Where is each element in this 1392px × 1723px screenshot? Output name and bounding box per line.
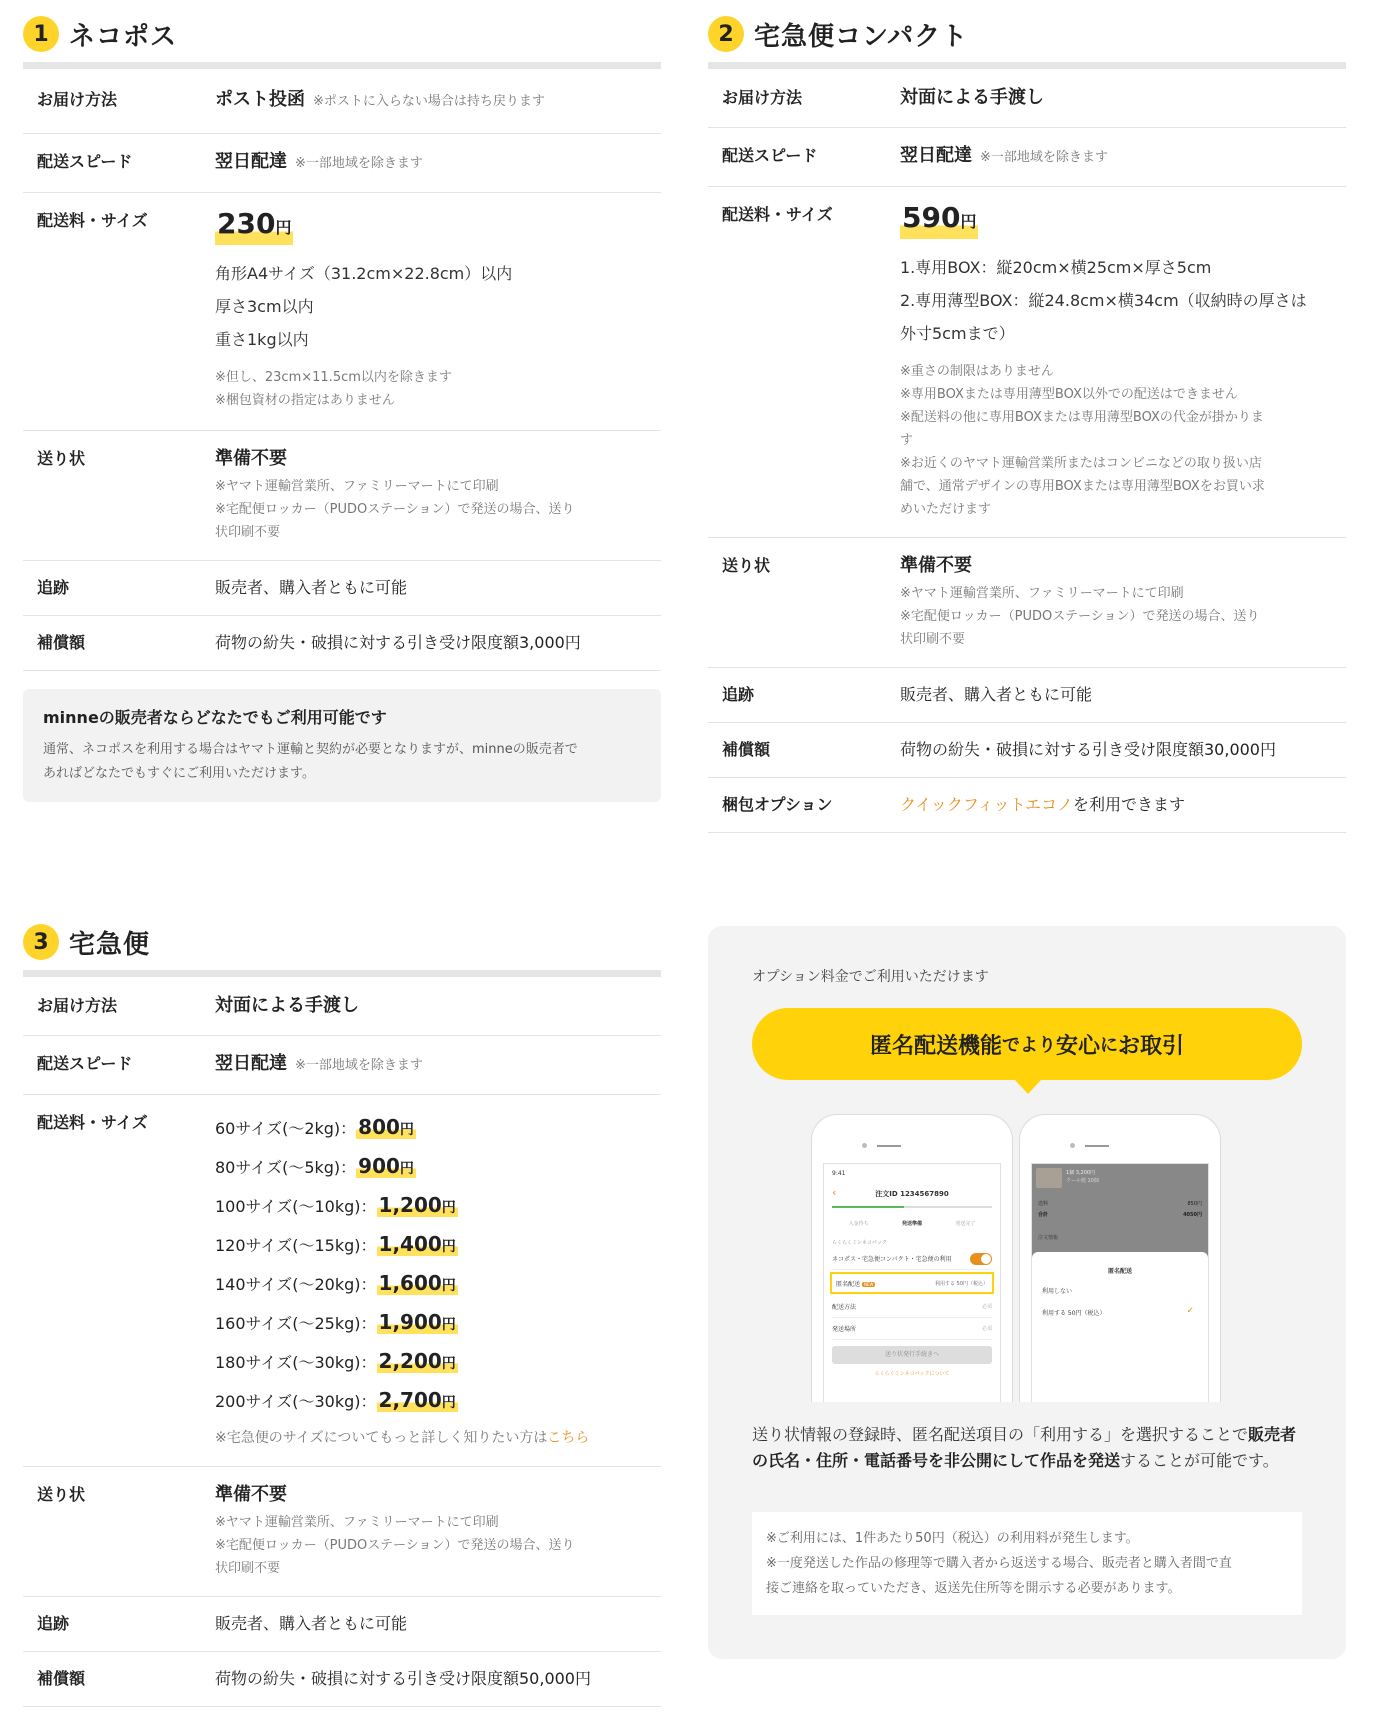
- row-value: [215, 994, 661, 1018]
- size-row: [215, 1304, 651, 1343]
- method-row[interactable]: [832, 1296, 992, 1318]
- row-label: 補償額: [37, 633, 86, 652]
- bubble-tail: [1015, 1080, 1041, 1094]
- anon-label-wrap: [832, 1279, 875, 1288]
- size-more-note: [215, 1427, 651, 1450]
- progress-steps: [832, 1220, 992, 1227]
- toggle-switch[interactable]: [970, 1253, 992, 1265]
- desc-bold: 販売者の氏名・住所・電話番号を非公開にして作品を発送: [752, 1425, 1297, 1470]
- step: 入金待ち: [848, 1221, 869, 1227]
- section-nekopos: [23, 12, 661, 802]
- size-price: [377, 1232, 458, 1256]
- row-label: お届け方法: [37, 90, 118, 109]
- note: ※重さの制限はありません: [900, 364, 1054, 379]
- note: す: [900, 433, 914, 448]
- place-row[interactable]: [832, 1318, 992, 1340]
- new-badge: NEW: [863, 1281, 874, 1287]
- row-speed: [23, 1036, 661, 1095]
- size-price-list: [215, 1109, 661, 1450]
- row-value: [215, 447, 661, 544]
- size-line: 2.専用薄型BOX：縦24.8cm×横34cm（収納時の厚さは: [900, 291, 1307, 310]
- row-method: [23, 69, 661, 134]
- nekopack-link[interactable]: らくらくミンネコパックについて: [874, 1371, 950, 1377]
- size-price-amount: 900: [358, 1154, 400, 1178]
- bottom-sheet: [1032, 1252, 1208, 1402]
- size-line: 1.専用BOX：縦20cm×横25cm×厚さ5cm: [900, 258, 1212, 277]
- slip-notes: [215, 475, 651, 544]
- note: めいただけます: [900, 502, 992, 517]
- total-row: [1038, 1211, 1202, 1218]
- headline-part: 匿名配送機能: [869, 1033, 1002, 1059]
- step: 発送準備: [901, 1221, 922, 1227]
- anonymous-delivery-box: [708, 926, 1346, 1659]
- order-id: 注文ID 1234567890: [875, 1190, 949, 1198]
- row-value: [215, 1483, 661, 1580]
- note: 状印刷不要: [215, 525, 281, 540]
- size-row: [215, 1148, 651, 1187]
- price-unit: 円: [399, 1161, 414, 1177]
- progress-track: [832, 1206, 992, 1208]
- price-amount: 230: [217, 207, 276, 240]
- slip-value: 準備不要: [900, 555, 972, 576]
- size-price-amount: 2,700: [378, 1388, 442, 1412]
- size-notes: [215, 366, 651, 412]
- place-value: 必須: [981, 1326, 992, 1332]
- item-price: 1個 3,200円: [1066, 1170, 1096, 1176]
- size-detail-link[interactable]: こちら: [547, 1430, 590, 1446]
- section-number: 2: [708, 16, 744, 52]
- size-price-amount: 1,200: [378, 1193, 442, 1217]
- row-fee: [23, 1095, 661, 1467]
- size-row: [215, 1187, 651, 1226]
- section-header: [708, 12, 1346, 56]
- divider: [23, 62, 661, 69]
- item-thumbnail: [1036, 1168, 1062, 1188]
- size-label: 80サイズ(〜5kg)：: [215, 1158, 357, 1177]
- row-value: [900, 144, 1346, 170]
- slip-issue-button[interactable]: 送り状発行手続きへ: [832, 1346, 992, 1364]
- row-label: 配送スピード: [37, 152, 133, 171]
- price-unit: 円: [441, 1239, 456, 1255]
- phone-speaker: [862, 1135, 962, 1141]
- toggle-row: [832, 1248, 992, 1270]
- section-header: [23, 12, 661, 56]
- toggle-label: ネコポス・宅急便コンパクト・宅急便の利用: [832, 1256, 952, 1263]
- size-row: [215, 1382, 651, 1421]
- anonymous-headline: [752, 1008, 1302, 1080]
- fine-print: [752, 1512, 1302, 1615]
- size-label: 60サイズ(〜2kg)：: [215, 1119, 357, 1138]
- row-label: 追跡: [37, 1614, 70, 1633]
- note: 舗で、通常デザインの専用BOXまたは専用薄型BOXをお買い求: [900, 479, 1265, 494]
- row-label: 追跡: [37, 578, 70, 597]
- size-lines: [900, 251, 1336, 350]
- price: [215, 207, 293, 245]
- section-label: らくらくミンネコパック: [832, 1240, 887, 1246]
- fine-line: ※ご利用には、1件あたり50円（税込）の利用料が発生します。: [766, 1531, 1139, 1546]
- row-label: 送り状: [37, 449, 86, 468]
- price-unit: 円: [441, 1356, 456, 1372]
- row-value: [215, 150, 661, 176]
- ship-row: [1038, 1200, 1202, 1207]
- row-value: [900, 201, 1346, 521]
- price-unit: 円: [441, 1395, 456, 1411]
- item-sub: クール便 10個: [1066, 1178, 1099, 1184]
- row-value: 荷物の紛失・破損に対する引き受け限度額50,000円: [215, 1669, 591, 1688]
- ship-value: 850円: [1187, 1201, 1202, 1207]
- row-value: [215, 1052, 661, 1078]
- row-compensation: [23, 1652, 661, 1707]
- note: ※宅配便ロッカー（PUDOステーション）で発送の場合、送り: [215, 502, 575, 517]
- row-label: 送り状: [722, 556, 771, 575]
- progress-fill: [832, 1206, 904, 1208]
- divider: [708, 62, 1346, 69]
- method-note: ※ポストに入らない場合は持ち戻ります: [313, 94, 545, 109]
- size-row: [215, 1109, 651, 1148]
- row-label: 配送スピード: [37, 1054, 133, 1073]
- size-price: [377, 1193, 458, 1217]
- size-price: [356, 1115, 416, 1139]
- size-price-amount: 2,200: [378, 1349, 442, 1373]
- row-label: 配送料・サイズ: [37, 211, 148, 230]
- size-price: [377, 1310, 458, 1334]
- method-value: 対面による手渡し: [215, 995, 359, 1016]
- size-price-amount: 1,400: [378, 1232, 442, 1256]
- row-value: 販売者、購入者ともに可能: [900, 685, 1093, 704]
- anon-value: 利用する 50円（税込）: [935, 1280, 988, 1287]
- row-tracking: [23, 1597, 661, 1652]
- row-compensation: [23, 616, 661, 671]
- row-value: 販売者、購入者ともに可能: [215, 1614, 408, 1633]
- phone-screen: [823, 1163, 1001, 1402]
- row-label: 配送料・サイズ: [37, 1113, 148, 1132]
- row-label: 送り状: [37, 1485, 86, 1504]
- back-icon: ‹: [832, 1186, 837, 1199]
- size-label: 160サイズ(〜25kg)：: [215, 1314, 377, 1333]
- section-header: [23, 920, 661, 964]
- size-label: 140サイズ(〜20kg)：: [215, 1275, 377, 1294]
- slip-value: 準備不要: [215, 448, 287, 469]
- row-label: 補償額: [37, 1669, 86, 1688]
- size-notes: [215, 1427, 651, 1450]
- row-value: 荷物の紛失・破損に対する引き受け限度額30,000円: [900, 740, 1276, 759]
- section-compact: [708, 12, 1346, 833]
- phone-mockup-order: [811, 1114, 1013, 1402]
- note: ※宅配便ロッカー（PUDOステーション）で発送の場合、送り: [215, 1538, 575, 1553]
- total-value: 4050円: [1183, 1212, 1202, 1218]
- slip-value: 準備不要: [215, 1484, 287, 1505]
- size-price: [377, 1388, 458, 1412]
- size-label: 180サイズ(〜30kg)：: [215, 1353, 377, 1372]
- price-amount: 590: [902, 201, 961, 234]
- row-slip: [23, 431, 661, 561]
- size-line: 重さ1kg以内: [215, 330, 309, 349]
- row-label: 配送料・サイズ: [722, 205, 833, 224]
- row-packing-option: [708, 778, 1346, 833]
- slip-notes: [215, 1511, 651, 1580]
- section-number: 1: [23, 16, 59, 52]
- speed-note: ※一部地域を除きます: [295, 1058, 423, 1073]
- fine-line: 接ご連絡を取っていただき、返送先住所等を開示する必要があります。: [766, 1581, 1181, 1596]
- note: 状印刷不要: [215, 1561, 281, 1576]
- headline-part: でより: [1001, 1035, 1056, 1056]
- desc-text: 送り状情報の登録時、匿名配送項目の「利用する」を選択することで: [752, 1425, 1249, 1444]
- price-unit: 円: [960, 212, 977, 231]
- speed-note: ※一部地域を除きます: [295, 156, 423, 171]
- size-row: [215, 1226, 651, 1265]
- size-line: 外寸5cmまで）: [900, 324, 1015, 343]
- size-label: 120サイズ(〜15kg)：: [215, 1236, 377, 1255]
- method-label: 配送方法: [832, 1304, 857, 1311]
- sheet-title: 匿名配送: [1107, 1268, 1132, 1275]
- row-slip: [708, 538, 1346, 668]
- row-tracking: [708, 668, 1346, 723]
- row-label: 追跡: [722, 685, 755, 704]
- size-line: 角形A4サイズ（31.2cm×22.8cm）以内: [215, 264, 513, 283]
- desc-text: することが可能です。: [1120, 1451, 1279, 1470]
- section-title: ネコポス: [69, 21, 178, 52]
- size-label: 200サイズ(〜30kg)：: [215, 1392, 377, 1411]
- anonymous-description: [752, 1422, 1302, 1474]
- status-time: 9:41: [832, 1170, 846, 1177]
- note: ※専用BOXまたは専用薄型BOX以外での配送はできません: [900, 387, 1238, 402]
- section-number: 3: [23, 924, 59, 960]
- phone-screen: [1031, 1163, 1209, 1402]
- price-unit: 円: [441, 1278, 456, 1294]
- method-value: ポスト投函: [215, 89, 305, 110]
- method-value: 対面による手渡し: [900, 87, 1044, 108]
- headline-part: 安心: [1055, 1033, 1100, 1059]
- note-text: ※宅急便のサイズについてもっと詳しく知りたい方は: [215, 1430, 548, 1446]
- option-text: を利用できます: [1072, 795, 1185, 814]
- info-box: [23, 689, 661, 802]
- row-value: 荷物の紛失・破損に対する引き受け限度額3,000円: [215, 633, 581, 652]
- row-method: [23, 977, 661, 1036]
- info-title: minneの販売者ならどなたでもご利用可能です: [43, 708, 387, 727]
- row-value: [900, 793, 1346, 817]
- option-intro: オプション料金でご利用いただけます: [752, 969, 989, 985]
- size-price: [377, 1349, 458, 1373]
- headline-part: お取引: [1118, 1033, 1185, 1059]
- row-slip: [23, 1467, 661, 1597]
- info-text: [43, 738, 641, 786]
- row-tracking: [23, 561, 661, 616]
- row-value: [900, 554, 1346, 651]
- note: 状印刷不要: [900, 632, 966, 647]
- size-lines: [215, 257, 651, 356]
- row-fee: [23, 193, 661, 431]
- row-value: [900, 86, 1346, 110]
- size-row: [215, 1343, 651, 1382]
- ship-label: 送料: [1038, 1201, 1049, 1207]
- row-method: [708, 69, 1346, 128]
- quickfit-link[interactable]: クイックフィットエコノ: [900, 795, 1073, 814]
- price-unit: 円: [441, 1317, 456, 1333]
- headline-part: に: [1100, 1035, 1118, 1056]
- note: ※宅配便ロッカー（PUDOステーション）で発送の場合、送り: [900, 609, 1260, 624]
- size-label: 100サイズ(〜10kg)：: [215, 1197, 377, 1216]
- row-value: 販売者、購入者ともに可能: [215, 578, 408, 597]
- info-line: あればどなたでもすぐにご利用いただけます。: [43, 766, 315, 781]
- row-label: お届け方法: [37, 996, 118, 1015]
- price: [900, 201, 978, 239]
- speed-value: 翌日配達: [900, 145, 972, 166]
- row-value: [215, 88, 661, 114]
- note: ※ヤマト運輸営業所、ファミリーマートにて印刷: [215, 479, 499, 494]
- note: ※お近くのヤマト運輸営業所またはコンビニなどの取り扱い店: [900, 456, 1262, 471]
- row-label: お届け方法: [722, 88, 803, 107]
- speed-value: 翌日配達: [215, 1053, 287, 1074]
- anon-row[interactable]: [830, 1272, 994, 1294]
- note: ※但し、23cm×11.5cm以内を除きます: [215, 370, 452, 385]
- place-label: 発送場所: [832, 1326, 857, 1333]
- section-title: 宅急便コンパクト: [754, 21, 969, 52]
- size-price-amount: 1,600: [378, 1271, 442, 1295]
- row-compensation: [708, 723, 1346, 778]
- note: ※梱包資材の指定はありません: [215, 393, 395, 408]
- row-label: 梱包オプション: [722, 795, 833, 814]
- option-not-use[interactable]: 利用しない: [1042, 1288, 1073, 1295]
- phone-speaker: [1070, 1135, 1170, 1141]
- section-takkyubin: [23, 920, 661, 1707]
- size-price-amount: 800: [358, 1115, 400, 1139]
- note: ※配送料の他に専用BOXまたは専用薄型BOXの代金が掛かりま: [900, 410, 1264, 425]
- divider: [23, 970, 661, 977]
- note: ※ヤマト運輸営業所、ファミリーマートにて印刷: [215, 1515, 499, 1530]
- check-icon: ✓: [1186, 1306, 1194, 1316]
- slip-notes: [900, 582, 1336, 651]
- price-unit: 円: [399, 1122, 414, 1138]
- section-title: 宅急便: [69, 929, 151, 960]
- anon-label: 匿名配送: [836, 1280, 861, 1288]
- total-label: 合計: [1038, 1212, 1049, 1218]
- step: 発送完了: [955, 1221, 976, 1227]
- row-label: 配送スピード: [722, 146, 818, 165]
- row-value: [215, 207, 661, 412]
- row-speed: [708, 128, 1346, 187]
- speed-note: ※一部地域を除きます: [980, 150, 1108, 165]
- fine-line: ※一度発送した作品の修理等で購入者から返送する場合、販売者と購入者間で直: [766, 1556, 1232, 1571]
- price-unit: 円: [441, 1200, 456, 1216]
- row-speed: [23, 134, 661, 193]
- size-line: 厚さ3cm以内: [215, 297, 314, 316]
- size-notes: [900, 360, 1336, 521]
- row-label: 補償額: [722, 740, 771, 759]
- info-line: 通常、ネコポスを利用する場合はヤマト運輸と契約が必要となりますが、minneの販売者で: [43, 742, 578, 757]
- speed-value: 翌日配達: [215, 151, 287, 172]
- size-price: [377, 1271, 458, 1295]
- section-label: 注文情報: [1038, 1235, 1059, 1241]
- note: ※ヤマト運輸営業所、ファミリーマートにて印刷: [900, 586, 1184, 601]
- size-price: [356, 1154, 416, 1178]
- row-fee: [708, 187, 1346, 538]
- option-use[interactable]: 利用する 50円（税込）: [1042, 1310, 1106, 1317]
- price-unit: 円: [275, 218, 292, 237]
- size-price-amount: 1,900: [378, 1310, 442, 1334]
- phone-mockup-sheet: [1019, 1114, 1221, 1402]
- method-value: 必須: [981, 1304, 992, 1310]
- size-row: [215, 1265, 651, 1304]
